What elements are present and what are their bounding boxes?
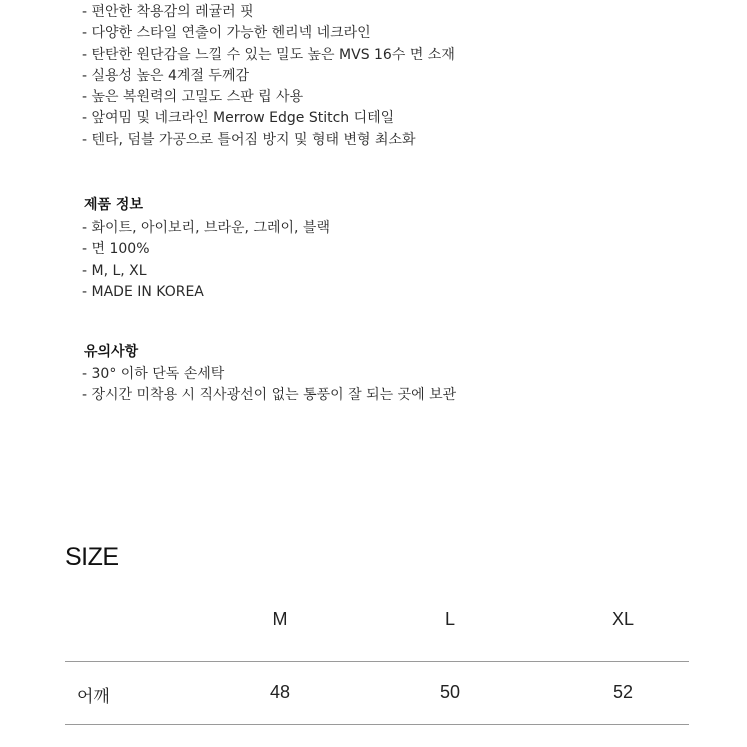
size-column-m: M xyxy=(272,609,288,629)
caution-item: - 장시간 미착용 시 직사광선이 없는 통풍이 잘 되는 곳에 보관 xyxy=(82,387,457,404)
size-column-xl: XL xyxy=(611,609,635,629)
row-label-shoulder: 어깨 xyxy=(77,687,110,707)
size-column-l: L xyxy=(444,609,456,629)
caution-list xyxy=(82,364,456,407)
size-table-header xyxy=(65,600,689,661)
size-heading: SIZE xyxy=(65,543,119,571)
feature-item: - 실용성 높은 4계절 두께감 xyxy=(82,67,249,84)
product-info-item: - 화이트, 아이보리, 브라운, 그레이, 블랙 xyxy=(82,220,330,236)
feature-item: - 높은 복원력의 고밀도 스판 립 사용 xyxy=(82,89,304,106)
size-table xyxy=(65,600,689,707)
table-divider xyxy=(65,724,689,725)
product-info-item: - MADE IN KOREA xyxy=(82,283,204,300)
feature-item: - 탄탄한 원단감을 느낄 수 있는 밀도 높은 MVS 16수 면 소재 xyxy=(82,46,455,63)
product-info-heading: 제품 정보 xyxy=(84,197,143,213)
feature-item: - 편안한 착용감의 레귤러 핏 xyxy=(82,4,254,20)
table-cell: 50 xyxy=(439,682,461,702)
feature-item: - 앞여밈 및 네크라인 Merrow Edge Stitch 디테일 xyxy=(82,110,395,127)
feature-item: - 다양한 스타일 연출이 가능한 헨리넥 네크라인 xyxy=(82,25,371,42)
table-cell: 48 xyxy=(269,682,291,702)
product-info-item: - M, L, XL xyxy=(82,262,147,279)
table-row xyxy=(65,662,689,724)
table-cell: 52 xyxy=(612,682,634,702)
product-info-list xyxy=(82,218,330,303)
product-info-item: - 면 100% xyxy=(82,241,150,258)
feature-item: - 텐타, 덤블 가공으로 틀어짐 방지 및 형태 변형 최소화 xyxy=(82,131,416,148)
caution-heading: 유의사항 xyxy=(84,344,139,360)
feature-list xyxy=(82,2,455,151)
caution-item: - 30° 이하 단독 손세탁 xyxy=(82,366,225,382)
